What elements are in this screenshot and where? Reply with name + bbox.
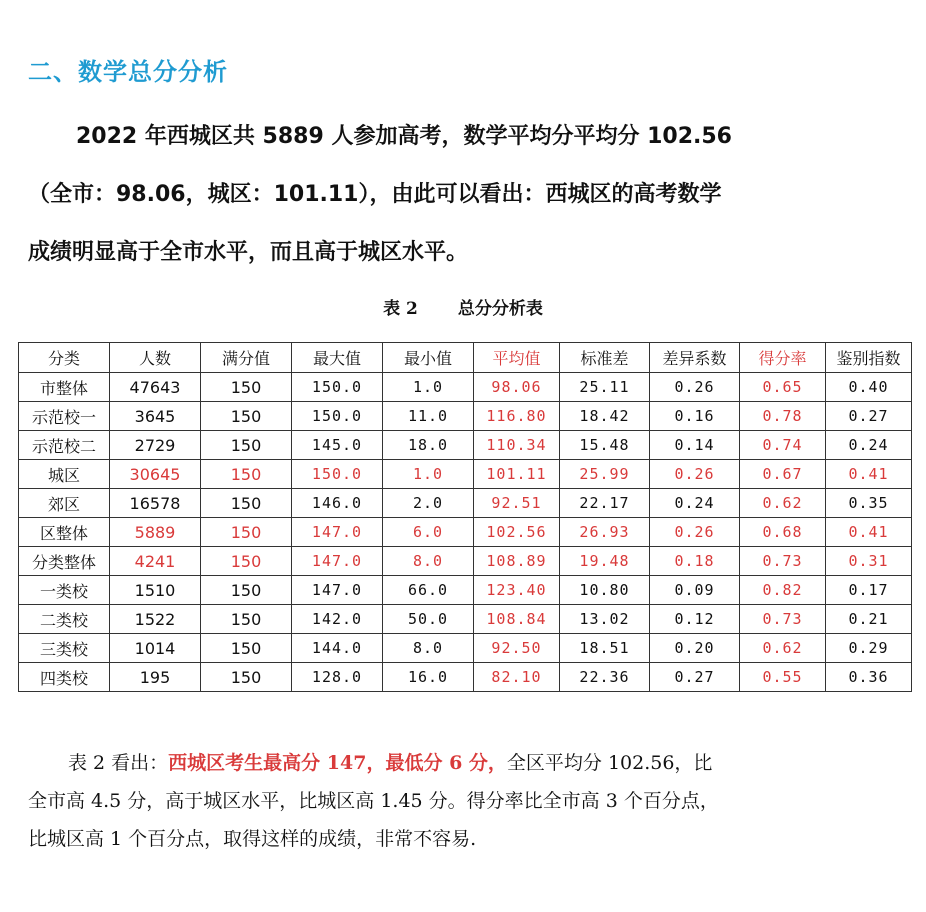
cell-cv: 0.27 bbox=[650, 663, 740, 692]
cell-min: 8.0 bbox=[383, 634, 474, 663]
table-row bbox=[19, 663, 912, 692]
cell-mean: 108.84 bbox=[474, 605, 560, 634]
cell-discrimination: 0.40 bbox=[826, 373, 912, 402]
cell-cv: 0.18 bbox=[650, 547, 740, 576]
conclusion-rest: 全区平均分 102.56，比 bbox=[506, 752, 713, 774]
cell-discrimination: 0.41 bbox=[826, 460, 912, 489]
cell-discrimination: 0.21 bbox=[826, 605, 912, 634]
cell-count: 195 bbox=[110, 663, 201, 692]
cell-min: 2.0 bbox=[383, 489, 474, 518]
header-max: 最大值 bbox=[292, 343, 383, 373]
cell-discrimination: 0.41 bbox=[826, 518, 912, 547]
cell-full-score: 150 bbox=[201, 663, 292, 692]
conclusion-line-3: 比城区高 1 个百分点，取得这样的成绩，非常不容易. bbox=[28, 828, 477, 850]
header-score-rate: 得分率 bbox=[740, 343, 826, 373]
cell-category: 示范校二 bbox=[19, 431, 110, 460]
cell-score-rate: 0.55 bbox=[740, 663, 826, 692]
cell-min: 50.0 bbox=[383, 605, 474, 634]
cell-max: 146.0 bbox=[292, 489, 383, 518]
cell-mean: 92.51 bbox=[474, 489, 560, 518]
cell-mean: 102.56 bbox=[474, 518, 560, 547]
cell-full-score: 150 bbox=[201, 518, 292, 547]
table-row bbox=[19, 518, 912, 547]
cell-count: 2729 bbox=[110, 431, 201, 460]
cell-category: 四类校 bbox=[19, 663, 110, 692]
cell-full-score: 150 bbox=[201, 460, 292, 489]
cell-min: 1.0 bbox=[383, 460, 474, 489]
cell-min: 8.0 bbox=[383, 547, 474, 576]
cell-min: 1.0 bbox=[383, 373, 474, 402]
cell-count: 47643 bbox=[110, 373, 201, 402]
cell-category: 一类校 bbox=[19, 576, 110, 605]
intro-line-1 bbox=[28, 108, 788, 166]
table-row bbox=[19, 431, 912, 460]
cell-count: 16578 bbox=[110, 489, 201, 518]
cell-min: 18.0 bbox=[383, 431, 474, 460]
table-row bbox=[19, 576, 912, 605]
cell-std-dev: 22.17 bbox=[560, 489, 650, 518]
cell-cv: 0.14 bbox=[650, 431, 740, 460]
intro-line-1-text: 2022 年西城区共 5889 人参加高考，数学平均分平均分 102.56 bbox=[76, 124, 732, 149]
header-mean: 平均值 bbox=[474, 343, 560, 373]
table-row bbox=[19, 373, 912, 402]
score-analysis-table bbox=[18, 342, 912, 692]
cell-min: 16.0 bbox=[383, 663, 474, 692]
table-number: 表 2 bbox=[383, 299, 418, 319]
table-row bbox=[19, 402, 912, 431]
cell-count: 5889 bbox=[110, 518, 201, 547]
cell-std-dev: 18.42 bbox=[560, 402, 650, 431]
cell-max: 147.0 bbox=[292, 547, 383, 576]
cell-full-score: 150 bbox=[201, 576, 292, 605]
cell-std-dev: 13.02 bbox=[560, 605, 650, 634]
cell-category: 城区 bbox=[19, 460, 110, 489]
header-min: 最小值 bbox=[383, 343, 474, 373]
cell-min: 66.0 bbox=[383, 576, 474, 605]
cell-max: 150.0 bbox=[292, 373, 383, 402]
cell-max: 150.0 bbox=[292, 460, 383, 489]
cell-discrimination: 0.27 bbox=[826, 402, 912, 431]
cell-cv: 0.26 bbox=[650, 460, 740, 489]
table-row bbox=[19, 547, 912, 576]
cell-mean: 110.34 bbox=[474, 431, 560, 460]
cell-count: 1510 bbox=[110, 576, 201, 605]
cell-cv: 0.09 bbox=[650, 576, 740, 605]
table-row bbox=[19, 489, 912, 518]
cell-category: 分类整体 bbox=[19, 547, 110, 576]
cell-mean: 116.80 bbox=[474, 402, 560, 431]
cell-score-rate: 0.62 bbox=[740, 489, 826, 518]
cell-score-rate: 0.68 bbox=[740, 518, 826, 547]
section-heading: 二、数学总分分析 bbox=[28, 58, 228, 86]
cell-std-dev: 22.36 bbox=[560, 663, 650, 692]
cell-category: 三类校 bbox=[19, 634, 110, 663]
table-row bbox=[19, 460, 912, 489]
cell-cv: 0.12 bbox=[650, 605, 740, 634]
intro-line-3: 成绩明显高于全市水平，而且高于城区水平。 bbox=[28, 240, 469, 265]
cell-discrimination: 0.29 bbox=[826, 634, 912, 663]
intro-line-2: （全市：98.06，城区：101.11），由此可以看出：西城区的高考数学 bbox=[28, 182, 722, 207]
cell-std-dev: 26.93 bbox=[560, 518, 650, 547]
cell-discrimination: 0.24 bbox=[826, 431, 912, 460]
cell-cv: 0.26 bbox=[650, 518, 740, 547]
cell-std-dev: 25.11 bbox=[560, 373, 650, 402]
header-discrimination: 鉴别指数 bbox=[826, 343, 912, 373]
cell-std-dev: 15.48 bbox=[560, 431, 650, 460]
conclusion-highlight: 西城区考生最高分 147，最低分 6 分， bbox=[168, 752, 507, 774]
cell-score-rate: 0.74 bbox=[740, 431, 826, 460]
header-category: 分类 bbox=[19, 343, 110, 373]
cell-full-score: 150 bbox=[201, 547, 292, 576]
cell-category: 市整体 bbox=[19, 373, 110, 402]
cell-max: 142.0 bbox=[292, 605, 383, 634]
cell-cv: 0.16 bbox=[650, 402, 740, 431]
cell-full-score: 150 bbox=[201, 634, 292, 663]
cell-score-rate: 0.73 bbox=[740, 547, 826, 576]
cell-category: 示范校一 bbox=[19, 402, 110, 431]
cell-max: 147.0 bbox=[292, 576, 383, 605]
cell-full-score: 150 bbox=[201, 402, 292, 431]
table-row bbox=[19, 605, 912, 634]
cell-std-dev: 18.51 bbox=[560, 634, 650, 663]
cell-mean: 101.11 bbox=[474, 460, 560, 489]
cell-count: 1522 bbox=[110, 605, 201, 634]
table-row bbox=[19, 634, 912, 663]
header-std-dev: 标准差 bbox=[560, 343, 650, 373]
header-full-score: 满分值 bbox=[201, 343, 292, 373]
cell-max: 145.0 bbox=[292, 431, 383, 460]
cell-std-dev: 10.80 bbox=[560, 576, 650, 605]
cell-mean: 108.89 bbox=[474, 547, 560, 576]
cell-min: 6.0 bbox=[383, 518, 474, 547]
cell-max: 144.0 bbox=[292, 634, 383, 663]
cell-discrimination: 0.17 bbox=[826, 576, 912, 605]
cell-category: 郊区 bbox=[19, 489, 110, 518]
cell-score-rate: 0.67 bbox=[740, 460, 826, 489]
cell-discrimination: 0.35 bbox=[826, 489, 912, 518]
cell-count: 1014 bbox=[110, 634, 201, 663]
conclusion-line-1 bbox=[28, 744, 808, 782]
cell-score-rate: 0.73 bbox=[740, 605, 826, 634]
cell-count: 30645 bbox=[110, 460, 201, 489]
cell-mean: 98.06 bbox=[474, 373, 560, 402]
cell-count: 3645 bbox=[110, 402, 201, 431]
cell-score-rate: 0.78 bbox=[740, 402, 826, 431]
cell-mean: 82.10 bbox=[474, 663, 560, 692]
cell-count: 4241 bbox=[110, 547, 201, 576]
cell-category: 区整体 bbox=[19, 518, 110, 547]
cell-full-score: 150 bbox=[201, 605, 292, 634]
header-count: 人数 bbox=[110, 343, 201, 373]
table-body bbox=[19, 373, 912, 692]
cell-category: 二类校 bbox=[19, 605, 110, 634]
cell-full-score: 150 bbox=[201, 373, 292, 402]
cell-score-rate: 0.82 bbox=[740, 576, 826, 605]
cell-min: 11.0 bbox=[383, 402, 474, 431]
cell-std-dev: 25.99 bbox=[560, 460, 650, 489]
cell-score-rate: 0.62 bbox=[740, 634, 826, 663]
cell-std-dev: 19.48 bbox=[560, 547, 650, 576]
table-header-row bbox=[19, 343, 912, 373]
cell-score-rate: 0.65 bbox=[740, 373, 826, 402]
conclusion-prefix: 表 2 看出： bbox=[68, 752, 169, 774]
cell-discrimination: 0.36 bbox=[826, 663, 912, 692]
header-cv: 差异系数 bbox=[650, 343, 740, 373]
cell-max: 128.0 bbox=[292, 663, 383, 692]
cell-cv: 0.26 bbox=[650, 373, 740, 402]
conclusion-line-2: 全市高 4.5 分，高于城区水平，比城区高 1.45 分。得分率比全市高 3 个百分点， bbox=[28, 790, 719, 812]
cell-cv: 0.20 bbox=[650, 634, 740, 663]
cell-full-score: 150 bbox=[201, 431, 292, 460]
table-caption bbox=[0, 294, 926, 319]
intro-paragraph bbox=[28, 108, 788, 282]
cell-max: 147.0 bbox=[292, 518, 383, 547]
conclusion-paragraph bbox=[28, 744, 808, 858]
cell-discrimination: 0.31 bbox=[826, 547, 912, 576]
cell-mean: 123.40 bbox=[474, 576, 560, 605]
cell-cv: 0.24 bbox=[650, 489, 740, 518]
table-title: 总分分析表 bbox=[457, 299, 543, 319]
cell-max: 150.0 bbox=[292, 402, 383, 431]
cell-mean: 92.50 bbox=[474, 634, 560, 663]
cell-full-score: 150 bbox=[201, 489, 292, 518]
